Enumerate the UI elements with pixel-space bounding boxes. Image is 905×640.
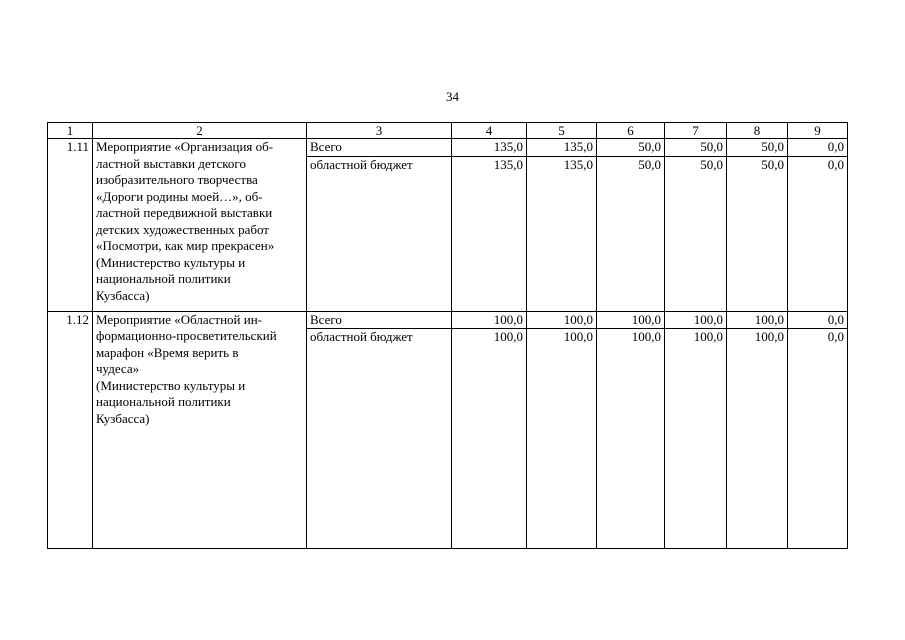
table-cell: 0,0 bbox=[788, 156, 848, 311]
funding-source: областной бюджет bbox=[307, 156, 452, 311]
table-header-row bbox=[48, 123, 848, 139]
table-cell: 50,0 bbox=[727, 156, 788, 311]
table-cell: 135,0 bbox=[452, 156, 527, 311]
table-cell: 100,0 bbox=[452, 329, 527, 549]
budget-table bbox=[47, 122, 848, 549]
table-row bbox=[48, 139, 848, 157]
table-cell: 50,0 bbox=[665, 156, 727, 311]
column-header: 8 bbox=[727, 123, 788, 139]
row-index: 1.11 bbox=[48, 139, 93, 312]
table-cell: 50,0 bbox=[597, 139, 665, 157]
funding-source: Всего bbox=[307, 311, 452, 329]
table-cell: 0,0 bbox=[788, 329, 848, 549]
row-index: 1.12 bbox=[48, 311, 93, 549]
column-header: 7 bbox=[665, 123, 727, 139]
table-cell: 135,0 bbox=[452, 139, 527, 157]
table-cell: 100,0 bbox=[527, 311, 597, 329]
column-header: 3 bbox=[307, 123, 452, 139]
table-cell: 0,0 bbox=[788, 311, 848, 329]
table-cell: 100,0 bbox=[665, 329, 727, 549]
funding-source: областной бюджет bbox=[307, 329, 452, 549]
table-row bbox=[48, 311, 848, 329]
column-header: 4 bbox=[452, 123, 527, 139]
table-cell: 100,0 bbox=[527, 329, 597, 549]
table-cell: 100,0 bbox=[665, 311, 727, 329]
table-cell: 50,0 bbox=[727, 139, 788, 157]
table-cell: 100,0 bbox=[727, 329, 788, 549]
table-cell: 135,0 bbox=[527, 156, 597, 311]
row-description: Мероприятие «Областной ин- формационно-просветительский марафон «Время верить в чудеса» (Министерство культуры и национальной политики Кузбасса) bbox=[93, 311, 307, 549]
column-header: 2 bbox=[93, 123, 307, 139]
table-cell: 50,0 bbox=[665, 139, 727, 157]
page-number: 34 bbox=[446, 89, 459, 104]
row-description: Мероприятие «Организация об- ластной выставки детского изобразительного творчества «Дороги родины моей…», об- ластной передвижной выставки детских художественных работ «Посмотри, как мир прекрасен» (Министерство культуры и национальной политики Кузбасса) bbox=[93, 139, 307, 312]
table-cell: 100,0 bbox=[597, 311, 665, 329]
table-cell: 0,0 bbox=[788, 139, 848, 157]
table-cell: 100,0 bbox=[452, 311, 527, 329]
table-cell: 135,0 bbox=[527, 139, 597, 157]
table-cell: 50,0 bbox=[597, 156, 665, 311]
table-cell: 100,0 bbox=[727, 311, 788, 329]
column-header: 9 bbox=[788, 123, 848, 139]
column-header: 6 bbox=[597, 123, 665, 139]
table-cell: 100,0 bbox=[597, 329, 665, 549]
column-header: 1 bbox=[48, 123, 93, 139]
funding-source: Всего bbox=[307, 139, 452, 157]
column-header: 5 bbox=[527, 123, 597, 139]
